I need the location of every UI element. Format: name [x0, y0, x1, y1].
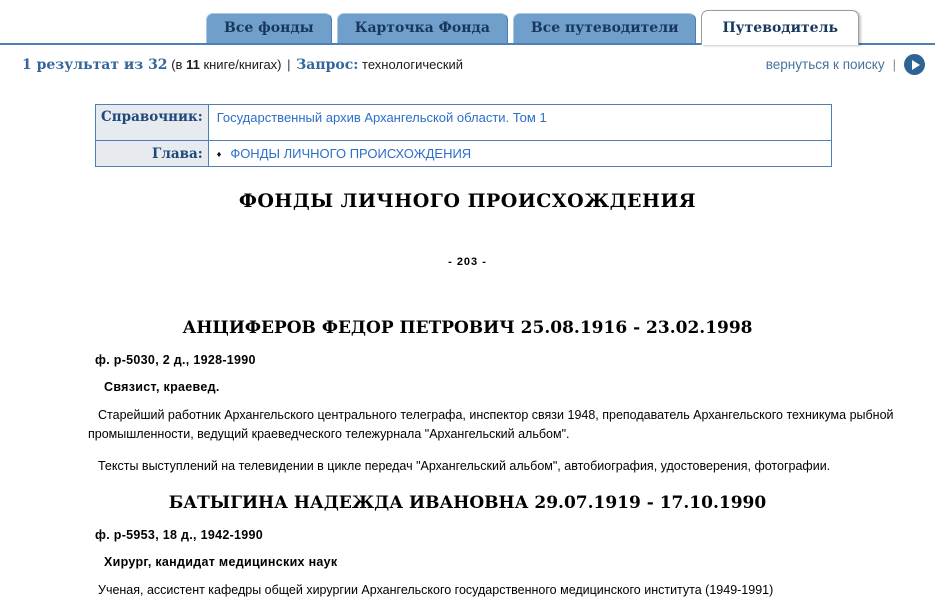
chapter-label: Глава: — [96, 141, 209, 167]
books-suffix: книге/книгах) — [203, 56, 282, 72]
books-count: 11 — [186, 56, 200, 72]
tab-guide-active[interactable]: Путеводитель — [701, 10, 859, 45]
results-count: 1 результат из 32 — [22, 56, 168, 73]
tab-all-funds[interactable]: Все фонды — [206, 13, 332, 43]
fund-reference: ф. р-5953, 18 д., 1942-1990 — [95, 528, 264, 543]
tab-bar — [0, 0, 935, 45]
forward-button[interactable] — [904, 54, 925, 75]
page-number: - 203 - — [448, 256, 487, 268]
query-value: технологический — [362, 56, 464, 72]
entry-paragraph: Ученая, ассистент кафедры общей хирургии Архангельского государственного медицинского института (1949-1991) — [98, 583, 774, 598]
occupation-line: Хирург, кандидат медицинских наук — [104, 555, 338, 570]
results-summary — [22, 57, 463, 73]
results-bar — [0, 45, 935, 79]
tab-fund-card[interactable]: Карточка Фонда — [337, 13, 508, 43]
entry-heading: БАТЫГИНА НАДЕЖДА ИВАНОВНА 29.07.1919 - 17.10.1990 — [168, 493, 767, 514]
reference-label: Справочник: — [96, 105, 209, 141]
diamond-bullet-icon: ♦ — [216, 149, 222, 159]
reference-table — [95, 104, 832, 167]
entry-paragraph: Тексты выступлений на телевидении в цикле передач "Архангельский альбом", автобиография, удостоверения, фотографии. — [98, 458, 831, 473]
back-divider: | — [892, 57, 896, 72]
reference-link[interactable]: Государственный архив Архангельской области. Том 1 — [216, 110, 547, 125]
query-label: Запрос: — [296, 56, 359, 73]
play-icon — [912, 60, 920, 70]
fund-reference: ф. р-5030, 2 д., 1928-1990 — [95, 353, 256, 367]
books-prefix: (в — [171, 56, 183, 72]
back-to-search-link[interactable]: вернуться к поиску — [765, 57, 885, 72]
occupation-line: Связист, краевед. — [104, 380, 220, 394]
entry-heading: АНЦИФЕРОВ ФЕДОР ПЕТРОВИЧ 25.08.1916 - 23.02.1998 — [182, 318, 753, 338]
chapter-title: ФОНДЫ ЛИЧНОГО ПРОИСХОЖДЕНИЯ — [238, 190, 697, 212]
reference-value-cell — [208, 105, 831, 141]
table-row — [96, 141, 832, 167]
chapter-link[interactable]: ФОНДЫ ЛИЧНОГО ПРОИСХОЖДЕНИЯ — [230, 146, 472, 161]
chapter-value-cell — [208, 141, 831, 167]
tab-all-guides[interactable]: Все путеводители — [513, 13, 697, 43]
table-row — [96, 105, 832, 141]
results-actions — [766, 54, 929, 75]
summary-divider: | — [287, 56, 291, 72]
entry-paragraph: Старейший работник Архангельского центрального телеграфа, инспектор связи 1948, преподаватель Архангельского техникума рыбной промышленности, ведущий краеведческого тележурнала "Архангельский альбом". — [88, 408, 894, 442]
